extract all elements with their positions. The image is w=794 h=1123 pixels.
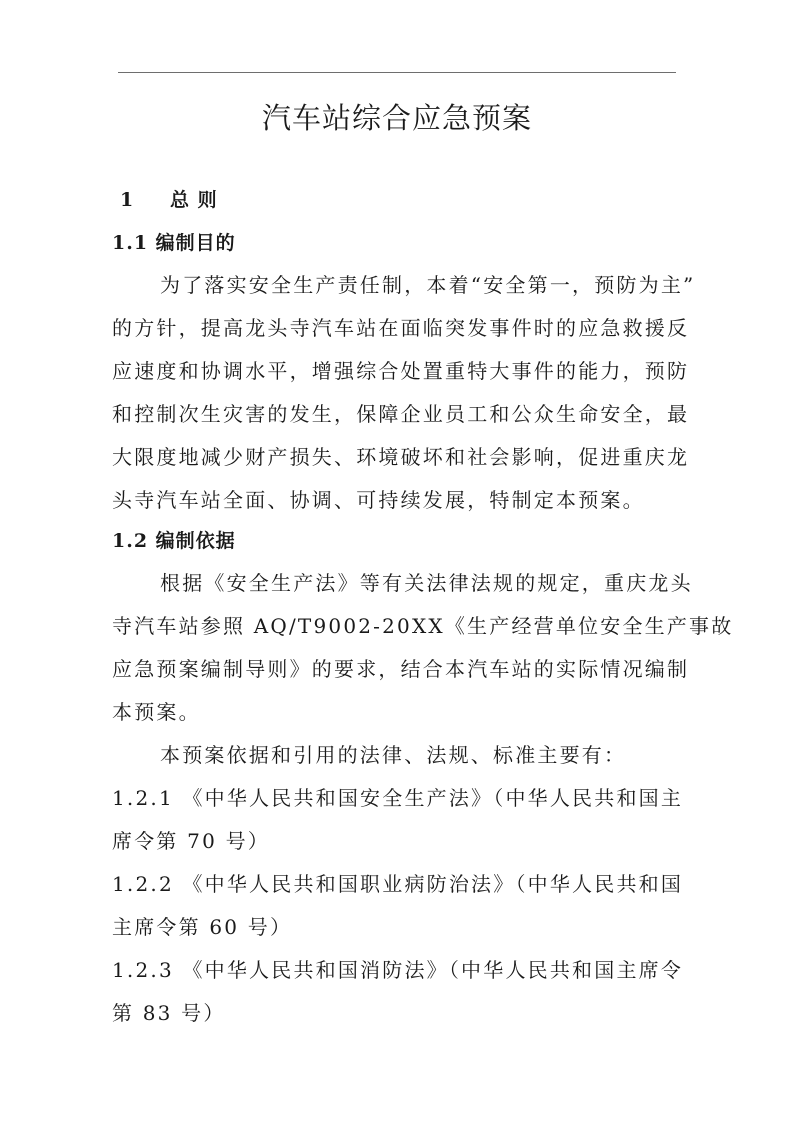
paragraph-line: 根据《安全生产法》等有关法律法规的规定，重庆龙头 (160, 571, 693, 595)
paragraph-line: 头寺汽车站全面、协调、可持续发展，特制定本预案。 (112, 488, 645, 512)
paragraph-line: 的方针，提高龙头寺汽车站在面临突发事件时的应急救援反 (112, 316, 690, 340)
reference-item-line: 1.2.1 《中华人民共和国安全生产法》（中华人民共和国主 (112, 786, 684, 810)
reference-item-line: 主席令第 60 号） (112, 915, 293, 939)
document-title: 汽车站综合应急预案 (261, 101, 532, 135)
paragraph-line: 应急预案编制导则》的要求，结合本汽车站的实际情况编制 (112, 657, 690, 681)
reference-item-line: 席令第 70 号） (112, 829, 270, 853)
header-rule (118, 72, 676, 73)
paragraph-line: 应速度和协调水平，增强综合处置重特大事件的能力，预防 (112, 359, 690, 383)
section-heading-1-2: 1.2 编制依据 (112, 530, 236, 552)
paragraph-line: 本预案。 (112, 700, 201, 724)
section-heading-1-1: 1.1 编制目的 (112, 232, 236, 254)
section-title: 总 则 (170, 189, 218, 211)
section-number: 1 (120, 189, 135, 211)
paragraph-line: 和控制次生灾害的发生，保障企业员工和公众生命安全，最 (112, 402, 690, 426)
reference-item-line: 第 83 号） (112, 1001, 226, 1025)
paragraph-line: 寺汽车站参照 AQ/T9002-20XX《生产经营单位安全生产事故 (112, 614, 734, 638)
paragraph-line: 大限度地减少财产损失、环境破坏和社会影响，促进重庆龙 (112, 445, 690, 469)
section-heading-1 (120, 185, 218, 215)
paragraph-line: 为了落实安全生产责任制，本着“安全第一，预防为主” (160, 273, 696, 297)
reference-item-line: 1.2.2 《中华人民共和国职业病防治法》（中华人民共和国 (112, 872, 684, 896)
paragraph-references-intro: 本预案依据和引用的法律、法规、标准主要有： (160, 743, 627, 767)
reference-item-line: 1.2.3 《中华人民共和国消防法》（中华人民共和国主席令 (112, 958, 684, 982)
